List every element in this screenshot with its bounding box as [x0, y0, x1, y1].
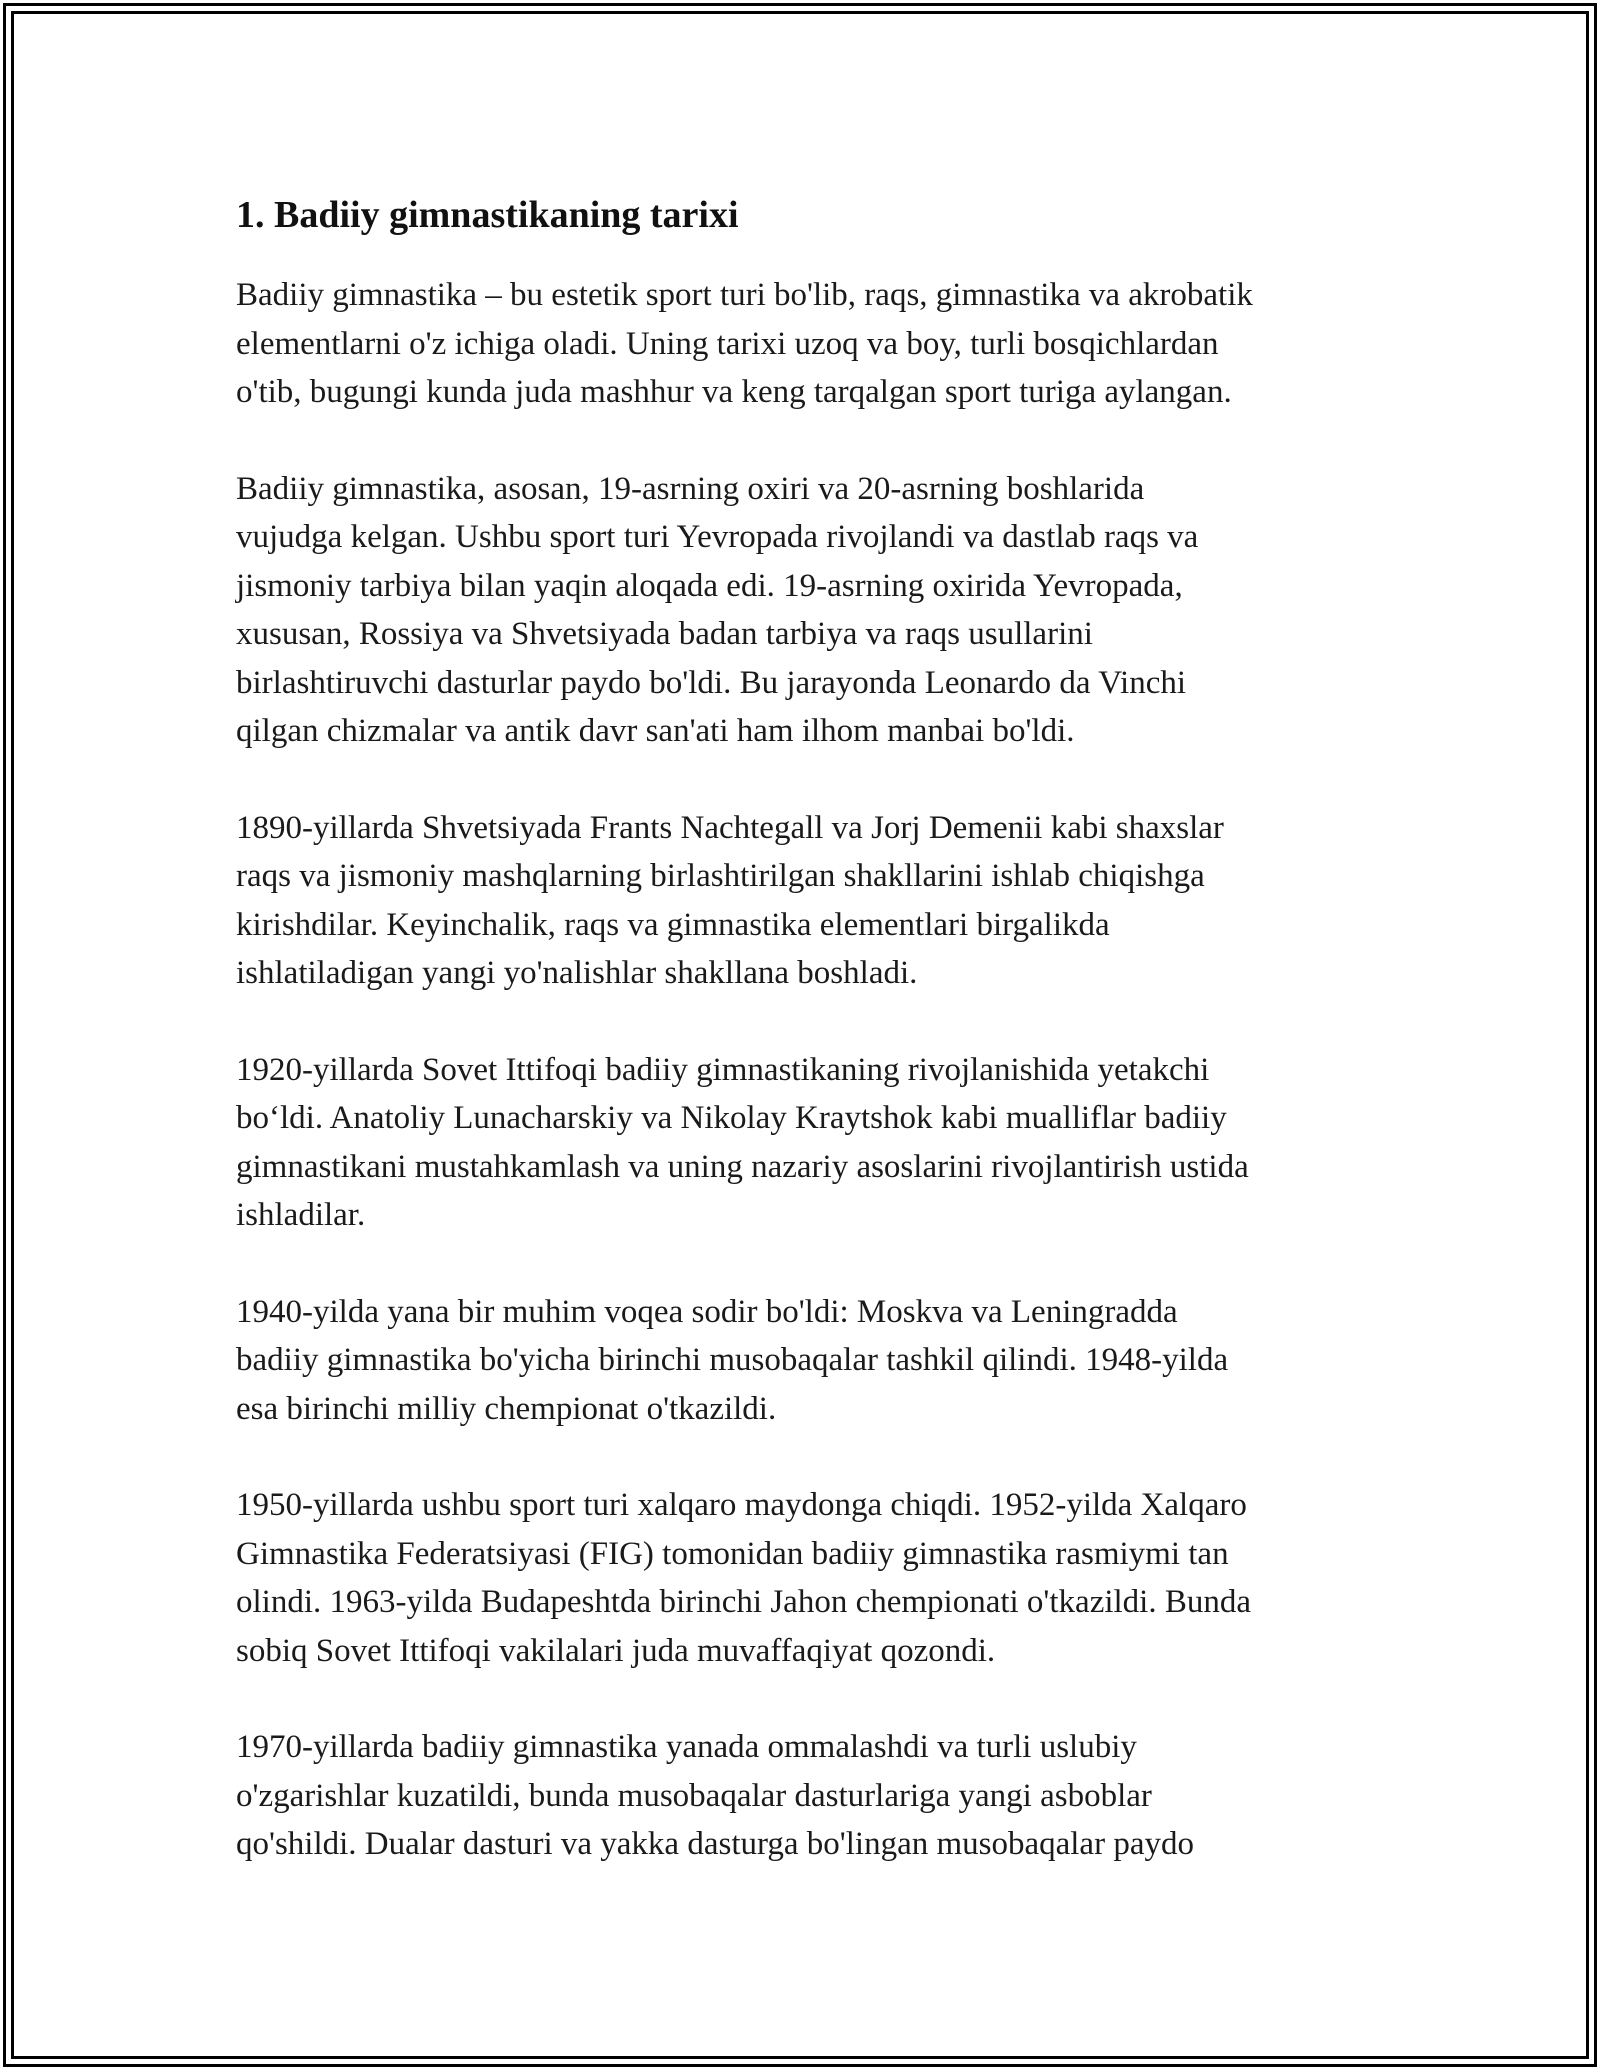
- paragraph-line: qilgan chizmalar va antik davr san'ati ham ilhom manbai bo'ldi.: [236, 713, 1075, 749]
- paragraph-line: bo‘ldi. Anatoliy Lunacharskiy va Nikolay Kraytshok kabi mualliflar badiiy: [236, 1100, 1227, 1136]
- paragraph-line: ishlatiladigan yangi yo'nalishlar shakllana boshladi.: [236, 955, 918, 991]
- paragraph-line: ishladilar.: [236, 1197, 366, 1233]
- paragraph-line: esa birinchi milliy chempionat o'tkazildi.: [236, 1390, 777, 1427]
- paragraph-line: xususan, Rossiya va Shvetsiyada badan tarbiya va raqs usullarini: [236, 616, 1093, 652]
- paragraph-line: vujudga kelgan. Ushbu sport turi Yevropada rivojlandi va dastlab raqs va: [236, 519, 1199, 555]
- paragraph-7: [236, 1723, 1386, 1869]
- paragraph-line: 1950-yillarda ushbu sport turi xalqaro maydonga chiqdi. 1952-yilda Xalqaro: [236, 1487, 1247, 1523]
- paragraph-4: [236, 1046, 1386, 1240]
- paragraph-line: Badiiy gimnastika – bu estetik sport turi bo'lib, raqs, gimnastika va akrobatik: [236, 277, 1253, 313]
- paragraph-line: sobiq Sovet Ittifoqi vakilalari juda muvaffaqiyat qozondi.: [236, 1632, 996, 1669]
- paragraph-line: kirishdilar. Keyinchalik, raqs va gimnastika elementlari birgalikda: [236, 906, 1110, 943]
- paragraph-line: Gimnastika Federatsiyasi (FIG) tomonidan badiiy gimnastika rasmiymi tan: [236, 1535, 1229, 1572]
- section-title: 1. Badiiy gimnastikaning tarixi: [236, 194, 739, 236]
- paragraph-1: [236, 271, 1386, 417]
- paragraph-line: olindi. 1963-yilda Budapeshtda birinchi Jahon chempionati o'tkazildi. Bunda: [236, 1584, 1252, 1620]
- paragraph-line: gimnastikani mustahkamlash va uning nazariy asoslarini rivojlantirish ustida: [236, 1148, 1249, 1185]
- paragraph-line: raqs va jismoniy mashqlarning birlashtirilgan shakllarini ishlab chiqishga: [236, 858, 1205, 894]
- paragraph-3: [236, 804, 1386, 998]
- paragraph-line: qo'shildi. Dualar dasturi va yakka dasturga bo'lingan musobaqalar paydo: [236, 1826, 1194, 1862]
- paragraph-line: Badiiy gimnastika, asosan, 19-asrning oxiri va 20-asrning boshlarida: [236, 470, 1145, 507]
- document-body: [236, 186, 1386, 1917]
- paragraph-line: 1940-yilda yana bir muhim voqea sodir bo'ldi: Moskva va Leningradda: [236, 1293, 1178, 1330]
- paragraph-line: 1920-yillarda Sovet Ittifoqi badiiy gimnastikaning rivojlanishida yetakchi: [236, 1051, 1210, 1088]
- paragraph-line: 1890-yillarda Shvetsiyada Frants Nachtegall va Jorj Demenii kabi shaxslar: [236, 809, 1224, 846]
- paragraph-2: [236, 465, 1386, 756]
- paragraph-line: elementlarni o'z ichiga oladi. Uning tarixi uzoq va boy, turli bosqichlardan: [236, 325, 1219, 362]
- paragraph-5: [236, 1288, 1386, 1434]
- paragraph-line: badiiy gimnastika bo'yicha birinchi musobaqalar tashkil qilindi. 1948-yilda: [236, 1342, 1229, 1378]
- paragraph-line: 1970-yillarda badiiy gimnastika yanada ommalashdi va turli uslubiy: [236, 1729, 1137, 1765]
- paragraph-line: jismoniy tarbiya bilan yaqin aloqada edi. 19-asrning oxirida Yevropada,: [236, 567, 1183, 604]
- paragraph-line: o'zgarishlar kuzatildi, bunda musobaqalar dasturlariga yangi asboblar: [236, 1777, 1152, 1814]
- paragraph-line: o'tib, bugungi kunda juda mashhur va keng tarqalgan sport turiga aylangan.: [236, 374, 1232, 410]
- paragraph-6: [236, 1481, 1386, 1675]
- paragraph-line: birlashtiruvchi dasturlar paydo bo'ldi. Bu jarayonda Leonardo da Vinchi: [236, 664, 1187, 701]
